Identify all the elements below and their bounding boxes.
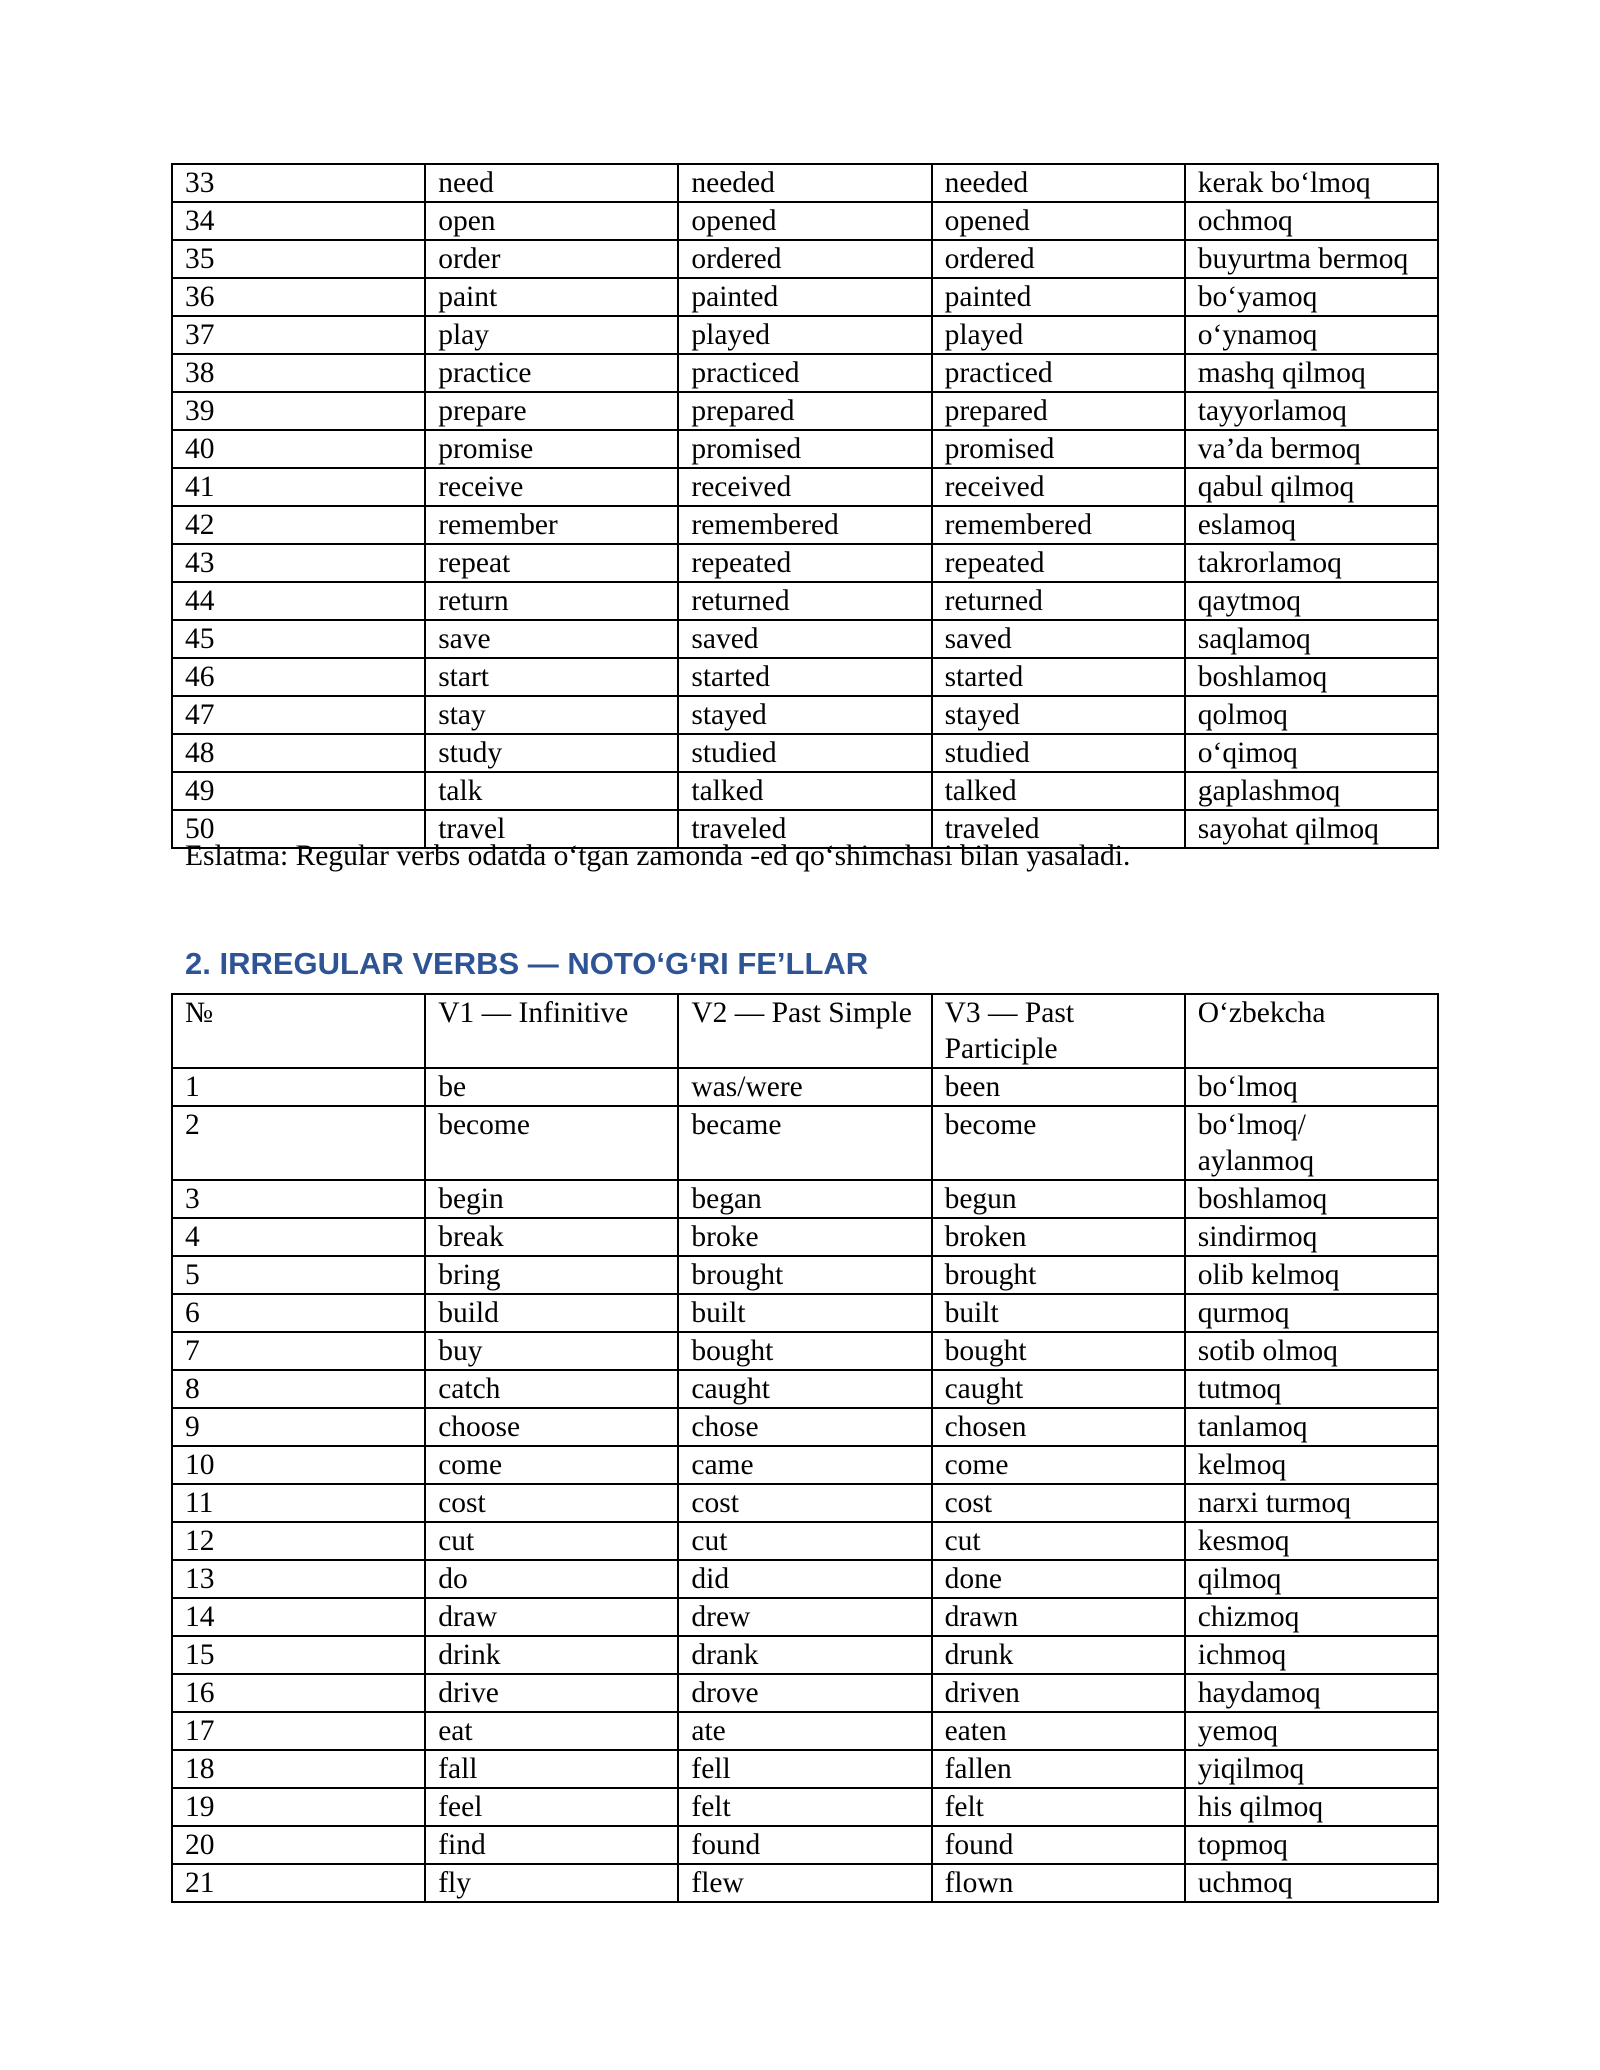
cell-uzbek: olib kelmoq [1185, 1256, 1438, 1294]
cell-number: 19 [172, 1788, 425, 1826]
cell-v1: repeat [425, 544, 678, 582]
cell-uzbek: tutmoq [1185, 1370, 1438, 1408]
cell-v2: came [678, 1446, 931, 1484]
cell-v1: remember [425, 506, 678, 544]
cell-v2: played [678, 316, 931, 354]
cell-uzbek: buyurtma bermoq [1185, 240, 1438, 278]
cell-v2: fell [678, 1750, 931, 1788]
cell-number: 21 [172, 1864, 425, 1902]
cell-v2: opened [678, 202, 931, 240]
cell-v1: bring [425, 1256, 678, 1294]
cell-v2: ate [678, 1712, 931, 1750]
cell-v1: save [425, 620, 678, 658]
cell-v1: receive [425, 468, 678, 506]
cell-uzbek: sotib olmoq [1185, 1332, 1438, 1370]
cell-v1: fall [425, 1750, 678, 1788]
cell-v3: drunk [932, 1636, 1185, 1674]
cell-uzbek: narxi turmoq [1185, 1484, 1438, 1522]
cell-v3: brought [932, 1256, 1185, 1294]
table-row [172, 1788, 1438, 1826]
cell-uzbek: tanlamoq [1185, 1408, 1438, 1446]
table-row [172, 1826, 1438, 1864]
cell-number: 41 [172, 468, 425, 506]
cell-number: 33 [172, 164, 425, 202]
cell-v2: bought [678, 1332, 931, 1370]
table-row [172, 316, 1438, 354]
cell-v3: painted [932, 278, 1185, 316]
cell-v1: prepare [425, 392, 678, 430]
cell-v2: did [678, 1560, 931, 1598]
cell-number: 13 [172, 1560, 425, 1598]
cell-uzbek: uchmoq [1185, 1864, 1438, 1902]
cell-number: 10 [172, 1446, 425, 1484]
cell-uzbek: sindirmoq [1185, 1218, 1438, 1256]
table-row [172, 1332, 1438, 1370]
cell-uzbek: chizmoq [1185, 1598, 1438, 1636]
cell-number: 20 [172, 1826, 425, 1864]
cell-v1: cut [425, 1522, 678, 1560]
cell-number: 36 [172, 278, 425, 316]
cell-v1: need [425, 164, 678, 202]
cell-uzbek: qilmoq [1185, 1560, 1438, 1598]
cell-v2: traveled [678, 810, 931, 848]
cell-v3: started [932, 658, 1185, 696]
table-row [172, 1294, 1438, 1332]
cell-v1: find [425, 1826, 678, 1864]
cell-v1: draw [425, 1598, 678, 1636]
cell-v3: been [932, 1068, 1185, 1106]
cell-uzbek: kerak bo‘lmoq [1185, 164, 1438, 202]
table-row [172, 1560, 1438, 1598]
table-row [172, 1750, 1438, 1788]
cell-v1: break [425, 1218, 678, 1256]
cell-v1: buy [425, 1332, 678, 1370]
cell-v2: brought [678, 1256, 931, 1294]
cell-uzbek: takrorlamoq [1185, 544, 1438, 582]
cell-number: 45 [172, 620, 425, 658]
cell-number: 15 [172, 1636, 425, 1674]
table-row [172, 506, 1438, 544]
header-cell-v1: V1 — Infinitive [425, 994, 678, 1068]
cell-number: 14 [172, 1598, 425, 1636]
cell-v1: feel [425, 1788, 678, 1826]
cell-v2: repeated [678, 544, 931, 582]
cell-v3: built [932, 1294, 1185, 1332]
table-row [172, 1068, 1438, 1106]
cell-v3: begun [932, 1180, 1185, 1218]
table-row [172, 1446, 1438, 1484]
cell-v2: drove [678, 1674, 931, 1712]
table-row [172, 430, 1438, 468]
cell-v2: saved [678, 620, 931, 658]
cell-v3: driven [932, 1674, 1185, 1712]
cell-number: 42 [172, 506, 425, 544]
cell-uzbek: ochmoq [1185, 202, 1438, 240]
cell-number: 2 [172, 1106, 425, 1180]
table-row [172, 658, 1438, 696]
cell-v1: talk [425, 772, 678, 810]
cell-v2: needed [678, 164, 931, 202]
cell-v3: become [932, 1106, 1185, 1180]
cell-v1: drink [425, 1636, 678, 1674]
table-row [172, 1256, 1438, 1294]
cell-uzbek: haydamoq [1185, 1674, 1438, 1712]
cell-uzbek: kesmoq [1185, 1522, 1438, 1560]
cell-uzbek: gaplashmoq [1185, 772, 1438, 810]
cell-v1: study [425, 734, 678, 772]
cell-number: 48 [172, 734, 425, 772]
cell-number: 6 [172, 1294, 425, 1332]
cell-uzbek: yemoq [1185, 1712, 1438, 1750]
cell-v1: fly [425, 1864, 678, 1902]
cell-v3: repeated [932, 544, 1185, 582]
cell-v1: travel [425, 810, 678, 848]
cell-number: 4 [172, 1218, 425, 1256]
cell-uzbek: saqlamoq [1185, 620, 1438, 658]
cell-v2: flew [678, 1864, 931, 1902]
cell-uzbek: bo‘lmoq [1185, 1068, 1438, 1106]
cell-v3: saved [932, 620, 1185, 658]
cell-v2: felt [678, 1788, 931, 1826]
cell-v3: caught [932, 1370, 1185, 1408]
cell-number: 18 [172, 1750, 425, 1788]
cell-uzbek: o‘ynamoq [1185, 316, 1438, 354]
cell-v1: play [425, 316, 678, 354]
cell-v1: be [425, 1068, 678, 1106]
cell-uzbek: o‘qimoq [1185, 734, 1438, 772]
cell-v3: drawn [932, 1598, 1185, 1636]
cell-v2: drew [678, 1598, 931, 1636]
cell-uzbek: boshlamoq [1185, 1180, 1438, 1218]
table-row [172, 544, 1438, 582]
regular-verbs-table-body [172, 164, 1438, 848]
cell-v3: opened [932, 202, 1185, 240]
cell-number: 49 [172, 772, 425, 810]
cell-uzbek: boshlamoq [1185, 658, 1438, 696]
cell-number: 7 [172, 1332, 425, 1370]
cell-number: 34 [172, 202, 425, 240]
cell-v1: paint [425, 278, 678, 316]
irregular-verbs-table-body [172, 1068, 1438, 1902]
cell-v1: drive [425, 1674, 678, 1712]
table-row [172, 1484, 1438, 1522]
cell-number: 17 [172, 1712, 425, 1750]
cell-uzbek: qolmoq [1185, 696, 1438, 734]
cell-v2: prepared [678, 392, 931, 430]
cell-v3: come [932, 1446, 1185, 1484]
cell-number: 9 [172, 1408, 425, 1446]
cell-number: 35 [172, 240, 425, 278]
cell-v3: talked [932, 772, 1185, 810]
cell-number: 47 [172, 696, 425, 734]
table-header-row [172, 994, 1438, 1068]
table-row [172, 240, 1438, 278]
cell-v2: practiced [678, 354, 931, 392]
cell-number: 46 [172, 658, 425, 696]
cell-number: 39 [172, 392, 425, 430]
cell-v2: cost [678, 1484, 931, 1522]
cell-uzbek: bo‘lmoq/ aylanmoq [1185, 1106, 1438, 1180]
cell-v3: broken [932, 1218, 1185, 1256]
header-cell-v2: V2 — Past Simple [678, 994, 931, 1068]
cell-v3: cost [932, 1484, 1185, 1522]
cell-v2: painted [678, 278, 931, 316]
cell-number: 44 [172, 582, 425, 620]
cell-v1: open [425, 202, 678, 240]
table-row [172, 202, 1438, 240]
table-row [172, 1674, 1438, 1712]
cell-uzbek: qabul qilmoq [1185, 468, 1438, 506]
cell-v3: ordered [932, 240, 1185, 278]
cell-uzbek: tayyorlamoq [1185, 392, 1438, 430]
regular-verbs-table [171, 163, 1439, 849]
cell-v1: come [425, 1446, 678, 1484]
table-row [172, 392, 1438, 430]
cell-v3: fallen [932, 1750, 1185, 1788]
cell-v1: practice [425, 354, 678, 392]
cell-v2: built [678, 1294, 931, 1332]
cell-number: 40 [172, 430, 425, 468]
table-row [172, 1106, 1438, 1180]
table-row [172, 1864, 1438, 1902]
cell-v3: received [932, 468, 1185, 506]
cell-number: 8 [172, 1370, 425, 1408]
cell-v1: stay [425, 696, 678, 734]
cell-v2: found [678, 1826, 931, 1864]
cell-v3: done [932, 1560, 1185, 1598]
irregular-verbs-table-header [172, 994, 1438, 1068]
cell-number: 16 [172, 1674, 425, 1712]
table-row [172, 696, 1438, 734]
cell-v2: started [678, 658, 931, 696]
cell-v2: chose [678, 1408, 931, 1446]
cell-v1: build [425, 1294, 678, 1332]
cell-v3: prepared [932, 392, 1185, 430]
table-row [172, 1370, 1438, 1408]
table-row [172, 468, 1438, 506]
cell-v2: received [678, 468, 931, 506]
cell-uzbek: sayohat qilmoq [1185, 810, 1438, 848]
cell-v3: bought [932, 1332, 1185, 1370]
cell-number: 1 [172, 1068, 425, 1106]
table-row [172, 734, 1438, 772]
cell-v1: start [425, 658, 678, 696]
cell-v2: was/were [678, 1068, 931, 1106]
cell-v3: practiced [932, 354, 1185, 392]
cell-v1: promise [425, 430, 678, 468]
cell-number: 50 [172, 810, 425, 848]
cell-uzbek: kelmoq [1185, 1446, 1438, 1484]
cell-uzbek: eslamoq [1185, 506, 1438, 544]
cell-v1: catch [425, 1370, 678, 1408]
cell-uzbek: mashq qilmoq [1185, 354, 1438, 392]
table-row [172, 1218, 1438, 1256]
cell-v1: choose [425, 1408, 678, 1446]
cell-number: 12 [172, 1522, 425, 1560]
cell-v3: needed [932, 164, 1185, 202]
table-row [172, 1522, 1438, 1560]
cell-v2: talked [678, 772, 931, 810]
cell-v3: studied [932, 734, 1185, 772]
cell-v2: stayed [678, 696, 931, 734]
table-row [172, 1408, 1438, 1446]
cell-uzbek: bo‘yamoq [1185, 278, 1438, 316]
table-row [172, 620, 1438, 658]
header-cell-number: № [172, 994, 425, 1068]
cell-v1: return [425, 582, 678, 620]
cell-uzbek: yiqilmoq [1185, 1750, 1438, 1788]
cell-v2: broke [678, 1218, 931, 1256]
cell-v1: eat [425, 1712, 678, 1750]
cell-v3: eaten [932, 1712, 1185, 1750]
cell-v2: returned [678, 582, 931, 620]
cell-number: 38 [172, 354, 425, 392]
cell-v2: began [678, 1180, 931, 1218]
cell-v1: order [425, 240, 678, 278]
cell-number: 5 [172, 1256, 425, 1294]
cell-v3: stayed [932, 696, 1185, 734]
table-row [172, 278, 1438, 316]
cell-v3: promised [932, 430, 1185, 468]
header-cell-v3: V3 — Past Participle [932, 994, 1185, 1068]
cell-v2: remembered [678, 506, 931, 544]
cell-v1: become [425, 1106, 678, 1180]
cell-v1: do [425, 1560, 678, 1598]
irregular-verbs-table [171, 993, 1439, 1903]
cell-v3: found [932, 1826, 1185, 1864]
cell-uzbek: his qilmoq [1185, 1788, 1438, 1826]
header-cell-uzbek: O‘zbekcha [1185, 994, 1438, 1068]
cell-v3: felt [932, 1788, 1185, 1826]
table-row [172, 772, 1438, 810]
cell-v2: cut [678, 1522, 931, 1560]
table-row [172, 164, 1438, 202]
cell-uzbek: topmoq [1185, 1826, 1438, 1864]
table-row [172, 1180, 1438, 1218]
section-heading-irregular-verbs: 2. IRREGULAR VERBS — NOTO‘G‘RI FE’LLAR [185, 946, 869, 981]
cell-number: 43 [172, 544, 425, 582]
cell-v2: became [678, 1106, 931, 1180]
cell-v3: cut [932, 1522, 1185, 1560]
cell-number: 11 [172, 1484, 425, 1522]
cell-v3: chosen [932, 1408, 1185, 1446]
table-row [172, 1712, 1438, 1750]
cell-v2: promised [678, 430, 931, 468]
cell-v3: remembered [932, 506, 1185, 544]
cell-uzbek: ichmoq [1185, 1636, 1438, 1674]
cell-uzbek: va’da bermoq [1185, 430, 1438, 468]
cell-number: 3 [172, 1180, 425, 1218]
table-row [172, 354, 1438, 392]
cell-v2: ordered [678, 240, 931, 278]
cell-uzbek: qurmoq [1185, 1294, 1438, 1332]
cell-v3: returned [932, 582, 1185, 620]
table-row [172, 1598, 1438, 1636]
cell-v3: played [932, 316, 1185, 354]
cell-v3: flown [932, 1864, 1185, 1902]
cell-uzbek: qaytmoq [1185, 582, 1438, 620]
cell-v1: begin [425, 1180, 678, 1218]
cell-v2: drank [678, 1636, 931, 1674]
cell-v3: traveled [932, 810, 1185, 848]
cell-v2: studied [678, 734, 931, 772]
regular-verbs-note: Eslatma: Regular verbs odatda o‘tgan zamonda -ed qo‘shimchasi bilan yasaladi. [185, 840, 1131, 872]
cell-number: 37 [172, 316, 425, 354]
table-row [172, 582, 1438, 620]
cell-v2: caught [678, 1370, 931, 1408]
table-row [172, 1636, 1438, 1674]
cell-v1: cost [425, 1484, 678, 1522]
